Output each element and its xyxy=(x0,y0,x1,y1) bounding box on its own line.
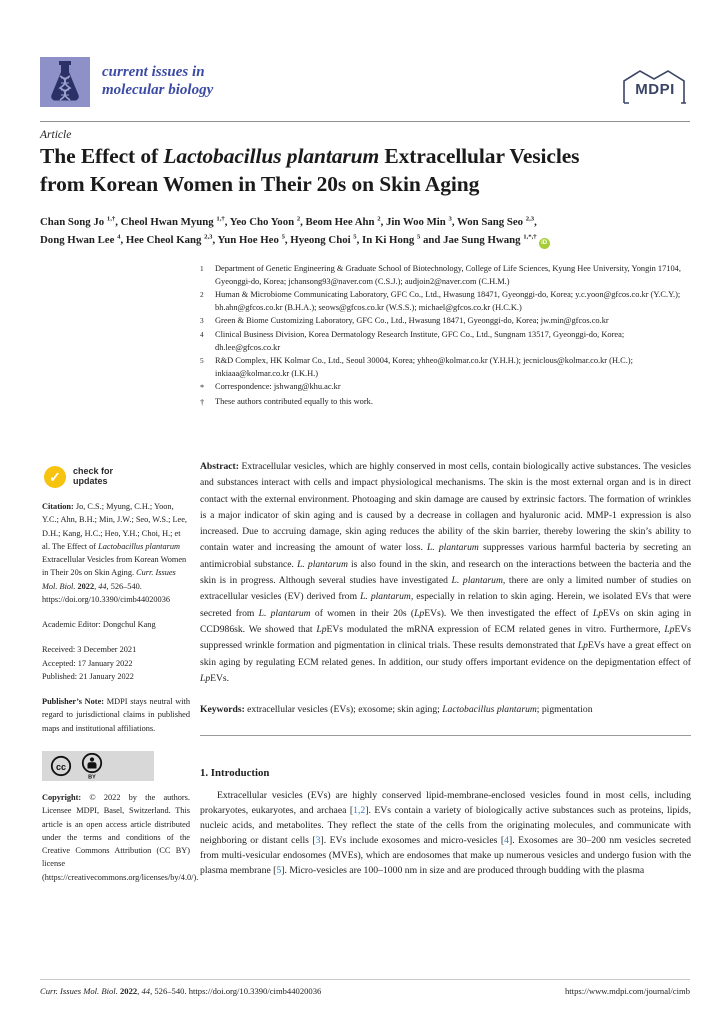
affiliation-row-equal-contribution xyxy=(200,396,686,410)
affiliation-row xyxy=(200,315,686,328)
affiliation-list xyxy=(200,263,686,411)
affiliation-row xyxy=(200,355,686,380)
footer-journal-url[interactable]: https://www.mdpi.com/journal/cimb xyxy=(565,986,690,996)
affiliation-marker: 1 xyxy=(200,264,204,273)
affiliation-marker: 4 xyxy=(200,330,204,340)
affiliation-marker: † xyxy=(200,398,205,408)
affiliation-marker: 3 xyxy=(200,316,204,326)
journal-name-line1: current issues in xyxy=(102,64,205,80)
cc-by-license-badge[interactable] xyxy=(42,751,154,781)
affiliation-text: Clinical Business Division, Korea Dermatology Research Institute, GFC Co., Ltd., Sungnam 13517, Gyeonggi-do, Korea; dh.lee@gfcos.co.kr xyxy=(215,330,625,352)
academic-editor: Academic Editor: Dongchul Kang xyxy=(42,620,156,630)
page-title: The Effect of Lactobacillus plantarum Extracellular Vesicles from Korean Women in Their 20s on Skin Aging xyxy=(40,144,580,196)
svg-text:BY: BY xyxy=(88,774,96,779)
mdpi-logo[interactable] xyxy=(620,67,690,109)
svg-text:MDPI: MDPI xyxy=(635,81,675,98)
svg-text:cc: cc xyxy=(55,761,67,772)
cc-by-icon xyxy=(81,753,103,779)
author-names: Chan Song Jo $^{1,\dagger}$, Cheol Hwan Myung $^{1,\dagger}$, Yeo Cho Yoon $^2$, Beom Hee Ahn $^2$, Jin Woo Min $^3$, Won Sang Seo $^{2,3}$, Dong Hwan Lee $^4$, Hee Cheol Kang $^{2,3}$, Yun Hoe Heo $^5$, Hyeong Choi $^5$, In Ki Hong $^5$ and Jae Sung Hwang $^{1,*,\dagger}$ xyxy=(40,215,537,247)
received-date: Received: 3 December 2021 xyxy=(42,645,137,655)
affiliation-row xyxy=(200,289,686,314)
author-list xyxy=(40,213,700,250)
check-badge-label: check for updates xyxy=(73,466,114,486)
affiliation-marker: 5 xyxy=(200,356,204,366)
flask-dna-icon xyxy=(40,57,90,107)
introduction-paragraph: Extracellular vesicles (EVs) are highly conserved lipid-membrane-enclosed vesicles found in most cells, including prokaryotes, eukaryotes, and archaea [1,2]. EVs contain a variety of biologically active substances such as proteins, lipids, nucleic acids, and metabolites. They reflect the state of the cells from the originating molecules, and communicate with neighboring or distant cells [3]. EVs include exosomes and micro-vesicles [4]. Exosomes are 30–200 nm vesicles secreted from multi-vesicular endosomes (MVEs), which are endosomes that make up numerous vesicles and undergo fusion with the plasma membrane [5]. Micro-vesicles are 100–1000 nm in size and are produced through budding with the plasma xyxy=(200,790,691,876)
journal-logo[interactable] xyxy=(40,57,90,107)
check-icon: ✓ xyxy=(44,466,66,488)
affiliation-text[interactable]: Correspondence: jshwang@khu.ac.kr xyxy=(215,382,341,392)
keywords-divider xyxy=(200,735,691,736)
accepted-date: Accepted: 17 January 2022 xyxy=(42,658,133,668)
sidebar-metadata xyxy=(42,466,199,896)
affiliation-text: Green & Biome Customizing Laboratory, GFC Co., Ltd., Hwasung 18471, Gyeonggi-do, Korea; jw.min@gfcos.co.kr xyxy=(215,316,609,326)
copyright-text: Copyright: © 2022 by the authors. Licensee MDPI, Basel, Switzerland. This article is an open access article distributed under the terms and conditions of the Creative Commons Attribution (CC BY) license (https://creativecommons.org/licenses/by/4.0/). xyxy=(42,792,199,882)
citation-text[interactable]: Citation: Jo, C.S.; Myung, C.H.; Yoon, Y.C.; Ahn, B.H.; Min, J.W.; Seo, W.S.; Lee, D.H.; Kang, H.C.; Heo, Y.H.; Choi, H.; et al. The Effect of Lactobacillus plantarum Extracellular Vesicles from Korean Women in Their 20s on Skin Aging. Curr. Issues Mol. Biol. 2022, 44, 526–540. https://doi.org/10.3390/cimb44020036 xyxy=(42,502,187,604)
affiliation-text: R&D Complex, HK Kolmar Co., Ltd., Seoul 30004, Korea; yhheo@kolmar.co.kr (Y.H.H.); jecniclous@kolmar.co.kr (H.C.); inkiaaa@kolmar.co.kr (I.K.H.) xyxy=(215,356,633,378)
article-type-label: Article xyxy=(40,129,72,141)
main-content xyxy=(200,459,691,879)
footer-divider xyxy=(40,979,690,980)
publishers-note: Publisher’s Note: MDPI stays neutral with regard to jurisdictional claims in published maps and institutional affiliations. xyxy=(42,697,190,733)
affiliation-text: Department of Genetic Engineering & Graduate School of Biotechnology, College of Life Sciences, Kyung Hee University, Yongin 17104, Gyeonggi-do, Korea; jchansong93@naver.com (C.S.J.); audjoin2@naver.com (C.H.M.) xyxy=(215,264,681,286)
check-for-updates-badge[interactable] xyxy=(44,466,190,488)
affiliation-marker: * xyxy=(200,383,205,393)
section-heading-introduction: 1. Introduction xyxy=(200,767,270,780)
keywords-line: Keywords: extracellular vesicles (EVs); exosome; skin aging; Lactobacillus plantarum; pigmentation xyxy=(200,704,593,716)
abstract-paragraph: Abstract: Extracellular vesicles, which are highly conserved in most cells, contain biologically active substances. The vesicles and substances interact with cells and impact physiological mechanisms. The skin is the most external organ and is in direct contact with the external environment. Photoaging and skin damage are caused by extrinsic factors. The formation of wrinkles is a major indicator of skin aging and is caused by a decrease in collagen and hyaluronic acid. MMP-1 expression is also increased. Due to accruing damage, skin aging reduces the ability of the skin barrier, thereby lowering the skin’s ability to contain water and increasing the amount of water loss. L. plantarum suppresses various harmful bacteria by secreting an antimicrobial substance. L. plantarum is also found in the skin, and research on the interactions between the bacteria and the skin is in progress. Although several studies have investigated L. plantarum, there are only a limited number of studies on extracellular vesicles (EV) derived from L. plantarum, especially in relation to skin aging. Herein, we isolated EVs that were secreted from L. plantarum of women in their 20s (LpEVs). We then investigated the effect of LpEVs on skin aging in CCD986sk. We showed that LpEVs modulated the mRNA expression of ECM related genes in vitro. Furthermore, LpEVs suppressed wrinkle formation and pigmentation in clinical trials. These results demonstrated that LpEVs have a great effect on skin aging by regulating ECM related genes. In addition, our study offers important evidence on the depigmentation effect of LpEVs. xyxy=(200,461,692,684)
affiliation-text: Human & Microbiome Communicating Laboratory, GFC Co., Ltd., Hwasung 18471, Gyeonggi-do, Korea; y.c.yoon@gfcos.co.kr (Y.C.Y.); bh.ahn@gfcos.co.kr (B.H.A.); seows@gfcos.co.kr (W.S.S.); michael@gfcos.co.kr (H.C.K.) xyxy=(215,290,681,312)
cc-icon xyxy=(50,755,72,777)
orcid-icon[interactable]: iD xyxy=(539,238,550,249)
published-date: Published: 21 January 2022 xyxy=(42,671,134,681)
mdpi-logo-icon xyxy=(620,67,690,109)
affiliation-row xyxy=(200,329,686,354)
affiliation-row-correspondence xyxy=(200,381,686,395)
journal-name-line2: molecular biology xyxy=(102,81,214,98)
page-footer xyxy=(40,986,690,996)
affiliation-row xyxy=(200,263,686,288)
affiliation-text: These authors contributed equally to this work. xyxy=(215,397,373,407)
header-divider xyxy=(40,121,690,122)
footer-citation[interactable]: Curr. Issues Mol. Biol. 2022, 44, 526–540. https://doi.org/10.3390/cimb44020036 xyxy=(40,986,322,996)
journal-name xyxy=(102,64,213,99)
affiliation-marker: 2 xyxy=(200,290,204,300)
